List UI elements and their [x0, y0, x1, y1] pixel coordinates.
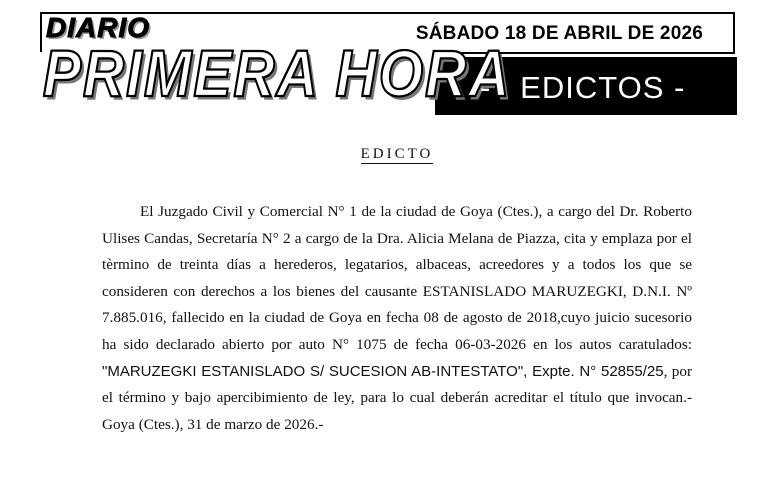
edicto-text-part1: El Juzgado Civil y Comercial N° 1 de la ciudad de Goya (Ctes.), a cargo del Dr. Roberto Ulises Candas, Secretaría N° 2 a cargo de la Dra. Alicia Melana de Piazza, cita y emplaza por el tèrmino de treinta días a herederos, legatarios, albaceas, acreedores y a todos los que se consideren con derechos a los bienes del causante ESTANISLADO MARUZEGKI, D.N.I. Nº 7.885.016, fallecido en la ciudad de Goya en fecha 08 de agosto de 2018,cuyo juicio sucesorio ha sido declarado abierto por auto N° 1075 de fecha 06-03-2026 en los autos caratulados: [102, 203, 692, 353]
logo-primera-hora: PRIMERA HORA [43, 37, 512, 111]
edicto-text-part2: , por el término y bajo apercibimiento de ley, para lo cual deberán acreditar el título que invocan.- Goya (Ctes.), 31 de marzo de 2026.- [102, 362, 692, 433]
publication-date: SÁBADO 18 DE ABRIL DE 2026 [415, 23, 703, 44]
logo-diario: DIARIO [46, 12, 150, 43]
edicto-title [0, 146, 772, 163]
edicto-title-text: EDICTO [360, 146, 434, 162]
edicto-paragraph [102, 199, 692, 438]
edicto-body [102, 199, 692, 438]
edicto-caption: "MARUZEGKI ESTANISLADO S/ SUCESION AB-INTESTATO", Expte. N° 52855/25 [102, 362, 664, 380]
section-label: - EDICTOS - [480, 70, 686, 105]
